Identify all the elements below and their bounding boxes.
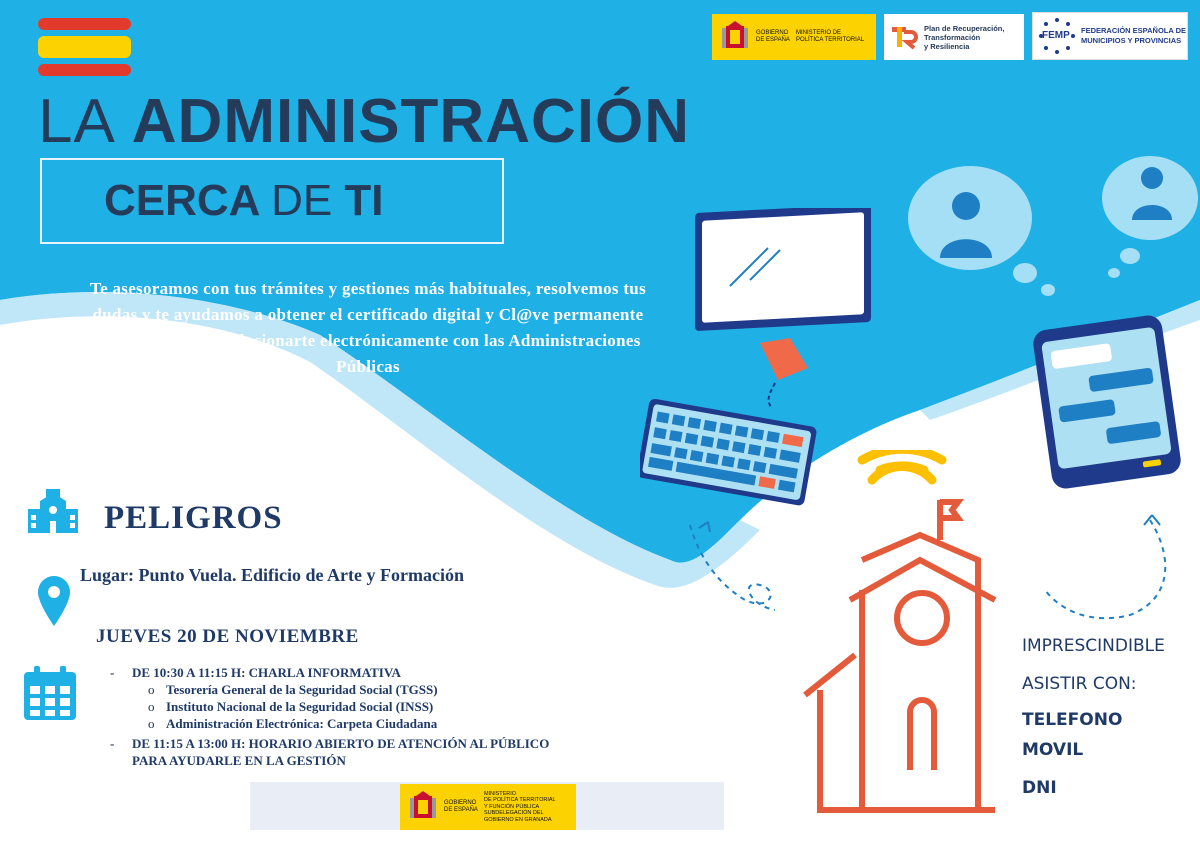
schedule-subitem: o Instituto Nacional de la Seguridad Social (INSS) [148, 699, 434, 714]
location-title: PELIGROS [104, 500, 283, 536]
title-administracion: ADMINISTRACIÓN [131, 87, 690, 156]
calendar-icon [22, 664, 78, 722]
femp-line1: FEDERACIÓN ESPAÑOLA DE [1081, 26, 1187, 35]
wifi-icon [862, 450, 942, 480]
gobierno-logo-top [712, 14, 876, 60]
coat-of-arms-icon [408, 790, 438, 824]
schedule-subitem-text: Tesorería General de la Seguridad Social (TGSS) [166, 682, 438, 697]
school-icon [26, 487, 80, 537]
femp-logo [1032, 12, 1188, 60]
gobierno-line1: GOBIERNO [756, 30, 789, 36]
plan-line2: Transformación [924, 32, 981, 42]
gobierno-line1: GOBIERNO [444, 800, 477, 806]
femp-line2: MUNICIPIOS Y PROVINCIAS [1081, 36, 1182, 45]
tr-logo-icon [890, 22, 920, 52]
requirement-phone-1: TELEFONO [1022, 710, 1123, 730]
schedule-subitem-text: Instituto Nacional de la Seguridad Social (INSS) [166, 699, 434, 714]
femp-badge-text: FEMP [1042, 30, 1070, 41]
schedule-item-1-text: DE 10:30 A 11:15 H: CHARLA INFORMATIVA [132, 665, 401, 680]
coat-of-arms-icon [720, 20, 750, 54]
schedule-subitem: o Administración Electrónica: Carpeta Ciudadana [148, 716, 438, 731]
smartphone-chat-icon [1022, 312, 1192, 492]
map-pin-icon [36, 574, 72, 630]
subdelegacion-line1: SUBDELEGACIÓN DEL [484, 810, 544, 817]
plan-recuperacion-logo [884, 14, 1024, 60]
ministry-name: MINISTERIO DE POLÍTICA TERRITORIAL [796, 30, 865, 43]
event-date: JUEVES 20 DE NOVIEMBRE [96, 626, 359, 647]
ministry-line3: Y FUNCIÓN PÚBLICA [484, 803, 540, 810]
requirements-line1: IMPRESCINDIBLE [1022, 636, 1165, 656]
gobierno-line2: DE ESPAÑA [444, 807, 478, 813]
ministry-line2: DE POLÍTICA TERRITORIAL [484, 797, 556, 804]
ministry-line1: MINISTERIO [484, 790, 517, 797]
plan-line1: Plan de Recuperación, [924, 23, 1005, 33]
schedule [110, 664, 690, 769]
subdelegacion-line2: GOBIERNO EN GRANADA [484, 816, 552, 823]
gobierno-logo-bottom [400, 784, 576, 830]
schedule-item-2-cont: PARA AYUDARLE EN LA GESTIÓN [132, 753, 346, 768]
thought-cloud-icon [900, 148, 1200, 318]
main-title [38, 86, 690, 157]
location-text: Lugar: Punto Vuela. Edificio de Arte y Formación [80, 565, 464, 585]
schedule-subitem-text: Administración Electrónica: Carpeta Ciudadana [166, 716, 438, 731]
title-cerca: CERCA [104, 176, 259, 225]
schedule-subitem: o Tesorería General de la Seguridad Social (TGSS) [148, 682, 438, 697]
title-ti: TI [344, 176, 384, 225]
gobierno-line2: DE ESPAÑA [756, 37, 790, 43]
schedule-item-2-text: DE 11:15 A 13:00 H: HORARIO ABIERTO DE ATENCIÓN AL PÚBLICO [132, 736, 550, 751]
requirements-line2: ASISTIR CON: [1022, 674, 1137, 694]
schedule-item-2: - DE 11:15 A 13:00 H: HORARIO ABIERTO DE ATENCIÓN AL PÚBLICO [110, 736, 550, 751]
plan-line3: y Resiliencia [924, 41, 970, 51]
town-hall-icon [790, 450, 1015, 830]
intro-text: Te asesoramos con tus trámites y gestiones más habituales, resolvemos tus dudas y te ayudamos a obtener el certificado digital y Cl@ve permanente para que puedas relacionarte electrónicamente con las Administraciones Públicas [90, 279, 646, 376]
femp-badge [1037, 16, 1077, 56]
title-de: DE [271, 176, 333, 225]
requirement-dni: DNI [1022, 778, 1057, 798]
subtitle [104, 176, 384, 226]
schedule-item-1: - DE 10:30 A 11:15 H: CHARLA INFORMATIVA [110, 665, 401, 680]
requirement-phone-2: MOVIL [1022, 740, 1084, 760]
title-la: LA [38, 87, 116, 156]
